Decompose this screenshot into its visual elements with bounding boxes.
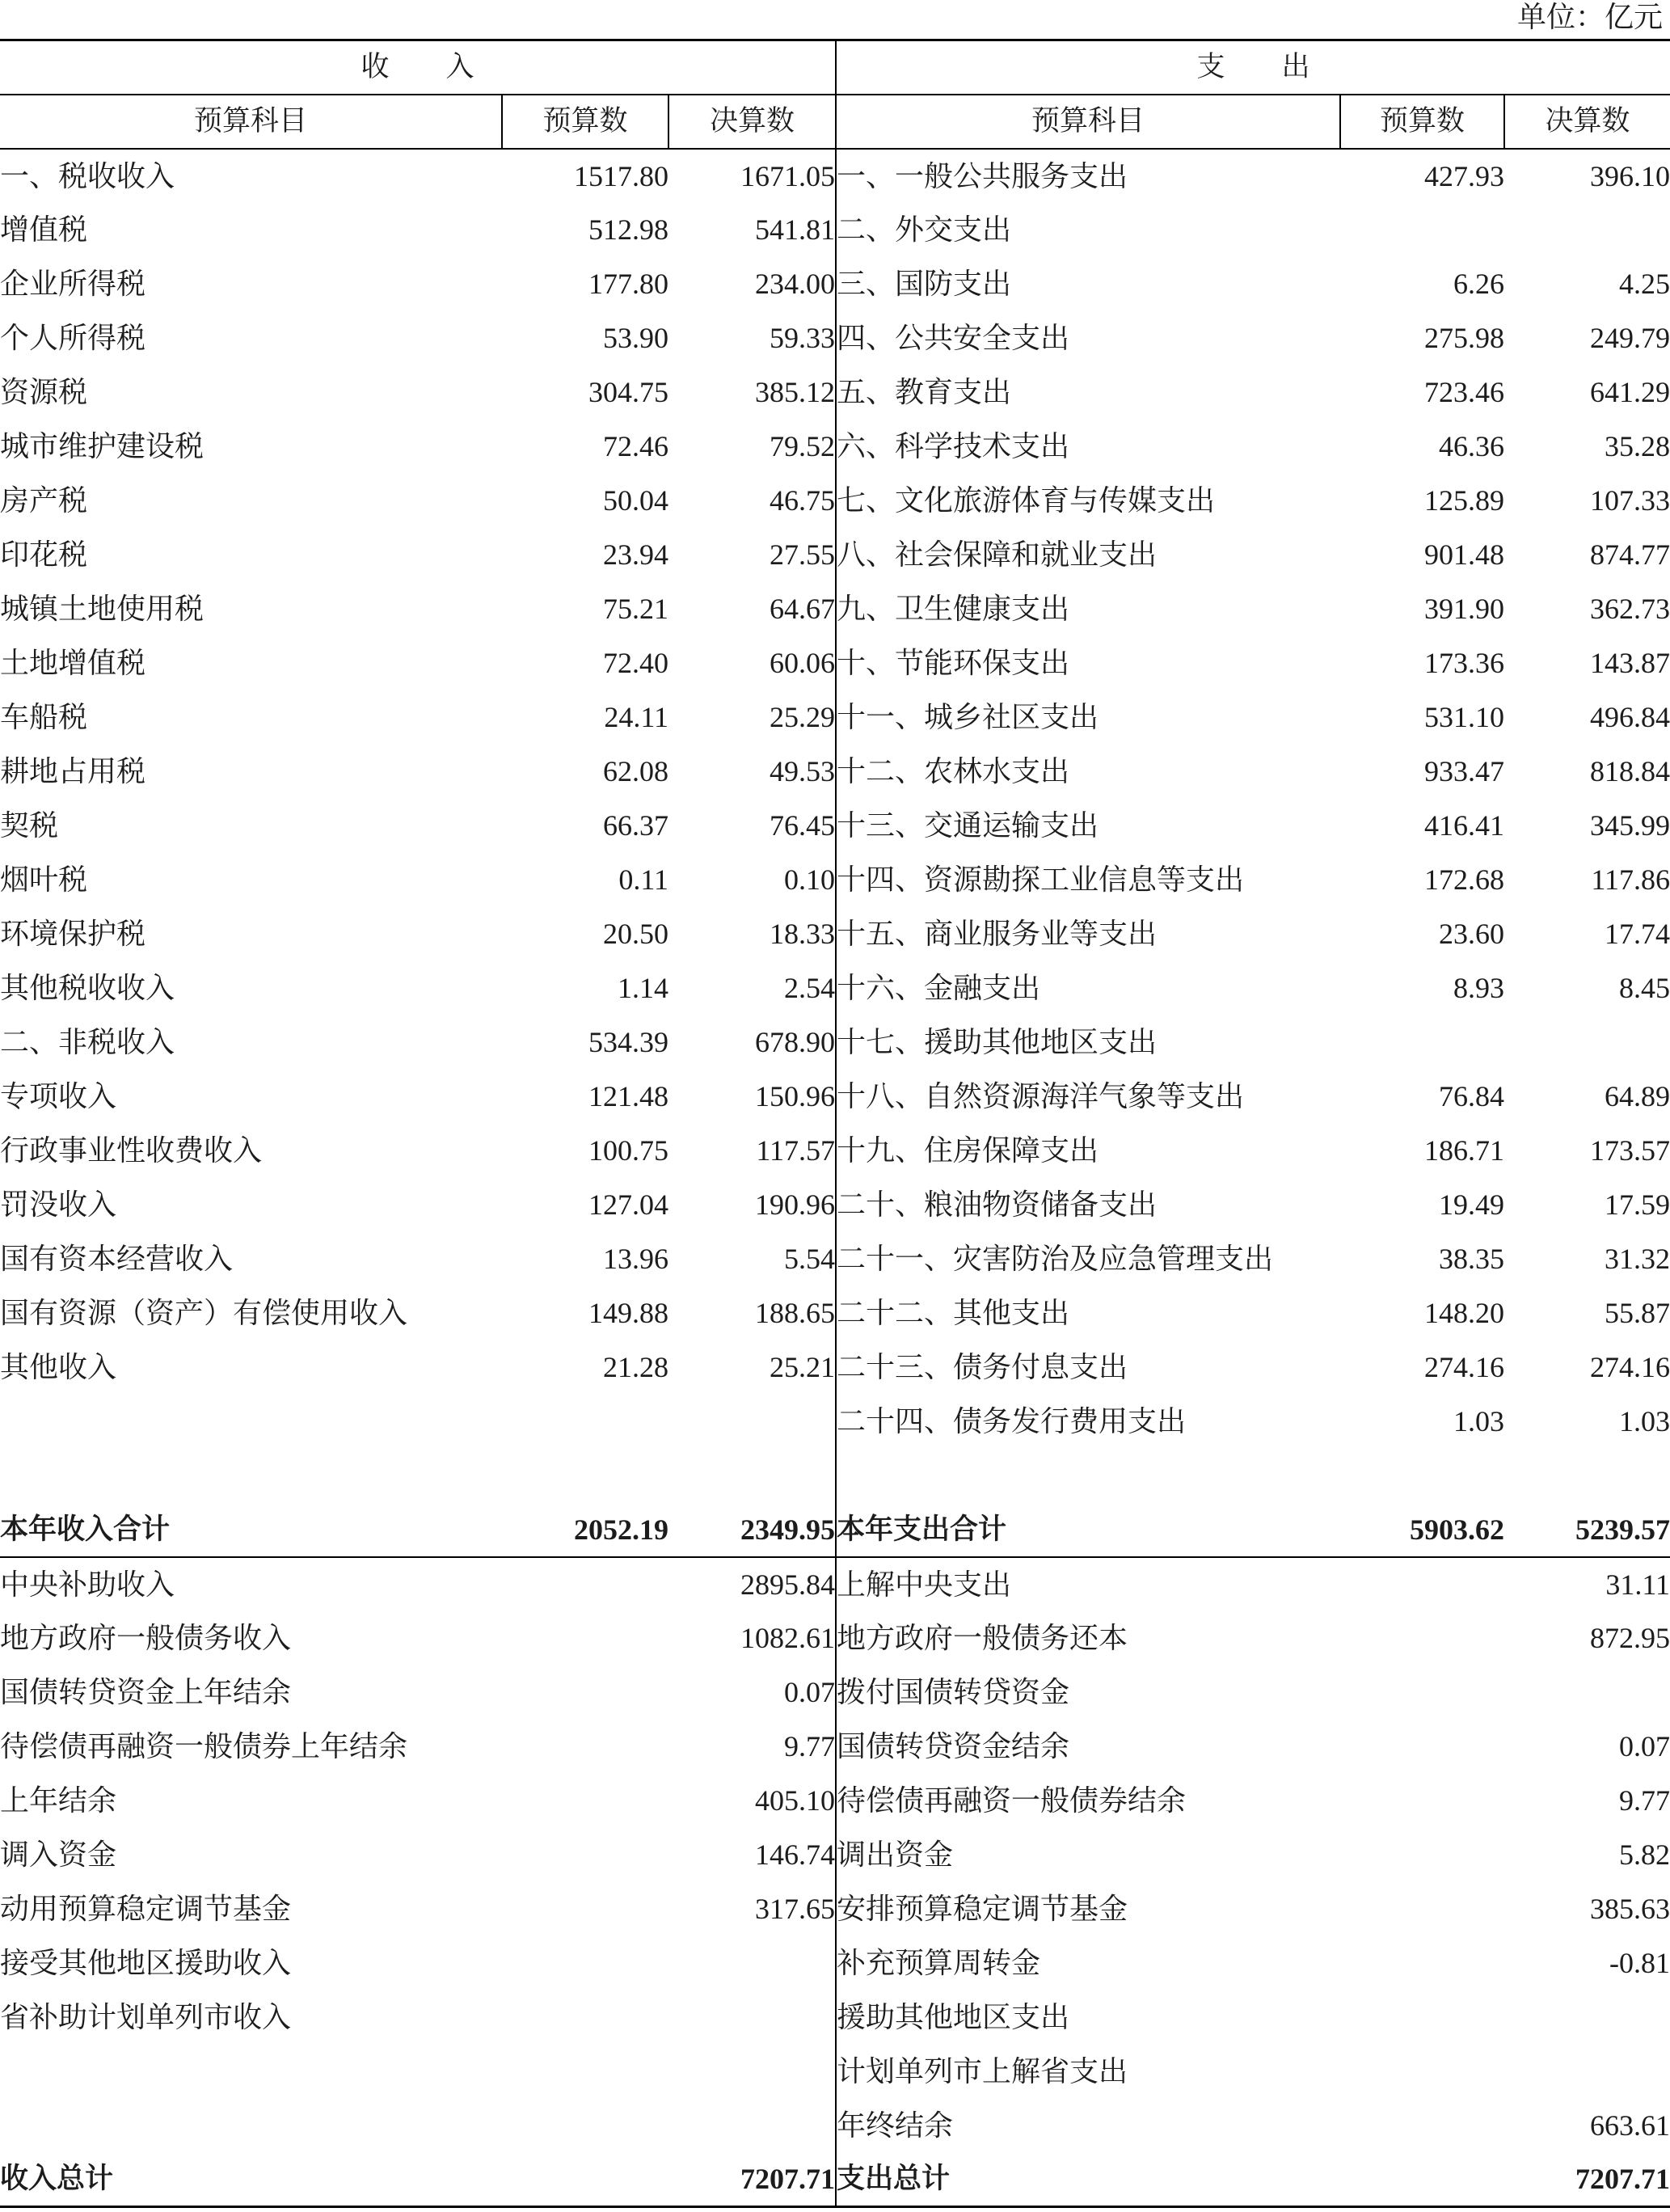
income-budget-value: 534.39 [588, 1026, 668, 1058]
table-row [0, 853, 1670, 907]
expenditure-final-value: 35.28 [1605, 430, 1670, 462]
income-item: 增值税 [0, 213, 88, 246]
expenditure-final-column-header: 决算数 [1504, 95, 1670, 149]
expenditure-final-value: 173.57 [1590, 1134, 1670, 1167]
expenditure-item: 二十、粮油物资储备支出 [837, 1188, 1158, 1221]
expenditure-spacer [836, 1449, 1670, 1503]
expenditure-item: 十八、自然资源海洋气象等支出 [837, 1080, 1245, 1112]
expenditure-budget-value: 274.16 [1424, 1351, 1505, 1383]
column-header-row [0, 95, 1670, 149]
income-final-value: 2.54 [668, 961, 836, 1015]
expenditure-subtotal-label: 本年支出合计 [836, 1503, 1340, 1557]
expenditure-final-value: 17.59 [1605, 1188, 1670, 1221]
income-item: 其他税收收入 [0, 972, 175, 1004]
income-budget-value: 149.88 [588, 1297, 668, 1329]
table-row [0, 582, 1670, 636]
expenditure-budget-value: 76.84 [1439, 1080, 1505, 1112]
income-spacer [0, 1449, 836, 1503]
income-final-value: 190.96 [668, 1178, 836, 1232]
income-item: 烟叶税 [0, 863, 88, 896]
income-final-value: 188.65 [668, 1286, 836, 1340]
income-transfer-item [0, 2099, 502, 2153]
table-row [0, 257, 1670, 311]
income-budget-value: 20.50 [603, 918, 668, 950]
expenditure-transfer-item: 安排预算稳定调节基金 [837, 1893, 1128, 1925]
income-item: 耕地占用税 [0, 755, 146, 787]
expenditure-item: 五、教育支出 [837, 376, 1012, 408]
expenditure-budget-value [1340, 203, 1504, 257]
income-transfer-item: 省补助计划单列市收入 [0, 2001, 292, 2033]
income-transfer-item: 国债转贷资金上年结余 [0, 1676, 292, 1708]
expenditure-item: 十、节能环保支出 [837, 647, 1070, 679]
expenditure-budget-value: 148.20 [1424, 1297, 1505, 1329]
table-row [0, 1828, 1670, 1882]
income-budget-value: 72.40 [603, 647, 668, 679]
income-budget-value: 23.94 [603, 538, 668, 571]
income-subtotal-final: 2349.95 [668, 1503, 836, 1557]
income-budget-value: 100.75 [588, 1134, 668, 1167]
expenditure-budget-value: 933.47 [1424, 755, 1505, 787]
income-transfer-final: 1082.61 [668, 1611, 836, 1665]
spacer-row [0, 1449, 1670, 1503]
expenditure-transfer-final: -0.81 [1609, 1947, 1670, 1979]
expenditure-budget-value: 46.36 [1439, 430, 1505, 462]
table-row [0, 1232, 1670, 1286]
expenditure-transfer-item: 地方政府一般债务还本 [837, 1622, 1128, 1654]
expenditure-transfer-budget [1340, 1557, 1504, 1611]
income-transfer-item: 接受其他地区援助收入 [0, 1947, 292, 1979]
income-final-value: 76.45 [668, 799, 836, 853]
expenditure-budget-value: 901.48 [1424, 538, 1505, 571]
income-total-budget [502, 2153, 668, 2207]
expenditure-item: 十二、农林水支出 [837, 755, 1070, 787]
income-final-value: 1671.05 [668, 149, 836, 203]
income-final-value: 117.57 [668, 1124, 836, 1178]
expenditure-budget-value: 23.60 [1439, 918, 1505, 950]
income-budget-value: 512.98 [588, 213, 668, 246]
expenditure-final-value: 396.10 [1590, 159, 1670, 192]
income-item: 城镇土地使用税 [0, 593, 205, 625]
expenditure-subtotal-budget: 5903.62 [1340, 1503, 1504, 1557]
expenditure-final-value: 1.03 [1619, 1405, 1670, 1437]
income-transfer-budget [502, 1774, 668, 1828]
expenditure-budget-value: 8.93 [1453, 972, 1505, 1004]
income-item: 罚没收入 [0, 1188, 117, 1221]
income-final-value: 0.10 [668, 853, 836, 907]
income-transfer-final [668, 2099, 836, 2153]
expenditure-budget-value: 6.26 [1453, 268, 1505, 300]
expenditure-transfer-item: 上解中央支出 [837, 1568, 1012, 1601]
income-final-value: 18.33 [668, 907, 836, 961]
income-final-value: 541.81 [668, 203, 836, 257]
expenditure-transfer-final: 872.95 [1590, 1622, 1670, 1654]
income-final-value: 5.54 [668, 1232, 836, 1286]
expenditure-item: 八、社会保障和就业支出 [837, 538, 1158, 571]
expenditure-final-value [1504, 1015, 1670, 1070]
table-row [0, 474, 1670, 528]
income-item: 一、税收收入 [0, 159, 175, 192]
expenditure-item: 二十一、灾害防治及应急管理支出 [837, 1243, 1274, 1275]
income-transfer-item: 上年结余 [0, 1784, 117, 1817]
income-transfer-budget [502, 1611, 668, 1665]
income-budget-column-header: 预算数 [502, 95, 668, 149]
income-item: 其他收入 [0, 1351, 117, 1383]
income-budget-value: 50.04 [603, 484, 668, 517]
expenditure-item: 十七、援助其他地区支出 [837, 1026, 1158, 1058]
income-budget-value: 53.90 [603, 322, 668, 354]
income-final-value: 385.12 [668, 365, 836, 420]
table-row [0, 961, 1670, 1015]
income-transfer-item: 调入资金 [0, 1838, 117, 1871]
income-final-value: 46.75 [668, 474, 836, 528]
table-row [0, 1936, 1670, 1990]
income-item: 行政事业性收费收入 [0, 1134, 263, 1167]
table-row [0, 1720, 1670, 1774]
income-transfer-final: 146.74 [668, 1828, 836, 1882]
table-row [0, 2099, 1670, 2153]
table-row [0, 636, 1670, 690]
income-item: 环境保护税 [0, 918, 146, 950]
expenditure-item: 一、一般公共服务支出 [837, 159, 1128, 192]
expenditure-item: 十五、商业服务业等支出 [837, 918, 1158, 950]
income-budget-value: 177.80 [588, 268, 668, 300]
expenditure-budget-value: 391.90 [1424, 593, 1505, 625]
income-transfer-item: 待偿债再融资一般债券上年结余 [0, 1730, 408, 1762]
expenditure-transfer-budget [1340, 1828, 1504, 1882]
income-item-column-header: 预算科目 [0, 95, 502, 149]
income-budget-value: 66.37 [603, 809, 668, 842]
expenditure-final-value: 117.86 [1591, 863, 1670, 896]
table-row [0, 745, 1670, 799]
income-budget-value: 21.28 [603, 1351, 668, 1383]
expenditure-budget-value: 416.41 [1424, 809, 1505, 842]
expenditure-transfer-item: 年终结余 [837, 2109, 954, 2142]
income-item: 国有资本经营收入 [0, 1243, 234, 1275]
expenditure-item: 十三、交通运输支出 [837, 809, 1099, 842]
expenditure-transfer-item: 拨付国债转贷资金 [837, 1676, 1070, 1708]
table-row [0, 1124, 1670, 1178]
income-transfer-budget [502, 1990, 668, 2045]
income-transfer-final [668, 2045, 836, 2099]
table-row [0, 528, 1670, 582]
expenditure-budget-value: 38.35 [1439, 1243, 1505, 1275]
expenditure-item: 四、公共安全支出 [837, 322, 1070, 354]
expenditure-transfer-final [1504, 2045, 1670, 2099]
expenditure-final-value: 496.84 [1590, 701, 1670, 733]
table-row [0, 1015, 1670, 1070]
income-budget-value: 62.08 [603, 755, 668, 787]
income-final-value: 64.67 [668, 582, 836, 636]
table-row [0, 1990, 1670, 2045]
expenditure-budget-value: 172.68 [1424, 863, 1505, 896]
income-item: 二、非税收入 [0, 1026, 175, 1058]
income-final-value: 79.52 [668, 420, 836, 474]
expenditure-transfer-item: 援助其他地区支出 [837, 2001, 1070, 2033]
expenditure-transfer-final [1504, 1990, 1670, 2045]
income-item: 土地增值税 [0, 647, 146, 679]
expenditure-budget-value: 186.71 [1424, 1134, 1505, 1167]
income-item: 国有资源（资产）有偿使用收入 [0, 1297, 408, 1329]
income-budget-value: 75.21 [603, 593, 668, 625]
income-budget-value: 13.96 [603, 1243, 668, 1275]
expenditure-item: 二、外交支出 [837, 213, 1012, 246]
table-row [0, 1395, 1670, 1449]
income-transfer-item: 动用预算稳定调节基金 [0, 1893, 292, 1925]
income-subtotal-label: 本年收入合计 [0, 1503, 502, 1557]
expenditure-transfer-budget [1340, 1990, 1504, 2045]
expenditure-transfer-budget [1340, 2045, 1504, 2099]
expenditure-item: 二十四、债务发行费用支出 [837, 1405, 1187, 1437]
expenditure-item: 十九、住房保障支出 [837, 1134, 1099, 1167]
table-row [0, 690, 1670, 745]
income-final-column-header: 决算数 [668, 95, 836, 149]
expenditure-budget-value: 1.03 [1453, 1405, 1505, 1437]
income-transfer-budget [502, 1557, 668, 1611]
income-budget-value: 127.04 [588, 1188, 668, 1221]
income-transfer-budget [502, 1720, 668, 1774]
table-row [0, 907, 1670, 961]
expenditure-final-value: 641.29 [1590, 376, 1670, 408]
expenditure-final-value: 874.77 [1590, 538, 1670, 571]
expenditure-transfer-budget [1340, 1882, 1504, 1936]
expenditure-item: 十四、资源勘探工业信息等支出 [837, 863, 1245, 896]
income-final-value: 150.96 [668, 1070, 836, 1124]
income-transfer-item [0, 2045, 502, 2099]
table-row [0, 1070, 1670, 1124]
budget-table [0, 39, 1670, 2208]
income-item: 房产税 [0, 484, 88, 517]
expenditure-transfer-budget [1340, 1774, 1504, 1828]
expenditure-total-budget [1340, 2153, 1504, 2207]
income-transfer-budget [502, 1665, 668, 1720]
expenditure-transfer-final [1504, 1665, 1670, 1720]
income-final-value: 49.53 [668, 745, 836, 799]
income-budget-value: 24.11 [604, 701, 668, 733]
income-transfer-final: 0.07 [668, 1665, 836, 1720]
income-transfer-budget [502, 1828, 668, 1882]
expenditure-section-header: 支 出 [836, 40, 1670, 95]
expenditure-item: 六、科学技术支出 [837, 430, 1070, 462]
table-row [0, 1774, 1670, 1828]
income-transfer-final: 405.10 [668, 1774, 836, 1828]
expenditure-transfer-budget [1340, 1720, 1504, 1774]
table-row [0, 420, 1670, 474]
expenditure-transfer-item: 国债转贷资金结余 [837, 1730, 1070, 1762]
expenditure-transfer-budget [1340, 1611, 1504, 1665]
expenditure-transfer-final: 9.77 [1619, 1784, 1670, 1817]
table-row [0, 1178, 1670, 1232]
income-item: 个人所得税 [0, 322, 146, 354]
table-row [0, 149, 1670, 203]
income-item: 车船税 [0, 701, 88, 733]
expenditure-item: 九、卫生健康支出 [837, 593, 1070, 625]
expenditure-item: 二十二、其他支出 [837, 1297, 1070, 1329]
expenditure-transfer-final: 663.61 [1590, 2109, 1670, 2142]
unit-label: 单位：亿元 [1516, 1, 1663, 33]
expenditure-budget-value: 531.10 [1424, 701, 1505, 733]
income-transfer-budget [502, 2099, 668, 2153]
expenditure-final-value [1504, 203, 1670, 257]
expenditure-transfer-budget [1340, 1936, 1504, 1990]
table-row [0, 365, 1670, 420]
expenditure-final-value: 17.74 [1605, 918, 1670, 950]
income-transfer-budget [502, 2045, 668, 2099]
income-transfer-final: 2895.84 [668, 1557, 836, 1611]
income-transfer-final: 9.77 [668, 1720, 836, 1774]
expenditure-final-value: 55.87 [1605, 1297, 1670, 1329]
expenditure-transfer-item: 调出资金 [837, 1838, 954, 1871]
expenditure-final-value: 107.33 [1590, 484, 1670, 517]
expenditure-budget-value: 173.36 [1424, 647, 1505, 679]
table-row [0, 2045, 1670, 2099]
income-item: 企业所得税 [0, 268, 146, 300]
income-item: 城市维护建设税 [0, 430, 205, 462]
expenditure-budget-value [1340, 1015, 1504, 1070]
expenditure-transfer-item: 计划单列市上解省支出 [837, 2055, 1128, 2087]
income-transfer-item: 地方政府一般债务收入 [0, 1622, 292, 1654]
income-final-value: 234.00 [668, 257, 836, 311]
income-transfer-final [668, 1990, 836, 2045]
income-transfer-final: 317.65 [668, 1882, 836, 1936]
grand-total-row [0, 2153, 1670, 2207]
income-section-header: 收 入 [0, 40, 836, 95]
table-row [0, 1665, 1670, 1720]
income-final-value: 25.21 [668, 1340, 836, 1395]
expenditure-transfer-budget [1340, 2099, 1504, 2153]
expenditure-transfer-budget [1340, 1665, 1504, 1720]
expenditure-final-value: 345.99 [1590, 809, 1670, 842]
income-transfer-final [668, 1936, 836, 1990]
income-total-label: 收入总计 [0, 2153, 502, 2207]
expenditure-transfer-final: 31.11 [1605, 1568, 1670, 1601]
income-budget-value [502, 1395, 668, 1449]
expenditure-transfer-item: 待偿债再融资一般债券结余 [837, 1784, 1187, 1817]
expenditure-final-value: 249.79 [1590, 322, 1670, 354]
income-transfer-budget [502, 1936, 668, 1990]
table-row [0, 1340, 1670, 1395]
income-budget-value: 0.11 [618, 863, 668, 896]
expenditure-item: 七、文化旅游体育与传媒支出 [837, 484, 1216, 517]
expenditure-final-value: 362.73 [1590, 593, 1670, 625]
expenditure-total-label: 支出总计 [836, 2153, 1340, 2207]
subtotal-row [0, 1503, 1670, 1557]
table-row [0, 203, 1670, 257]
expenditure-item: 三、国防支出 [837, 268, 1012, 300]
income-budget-value: 72.46 [603, 430, 668, 462]
expenditure-subtotal-final: 5239.57 [1504, 1503, 1670, 1557]
expenditure-final-value: 64.89 [1605, 1080, 1670, 1112]
expenditure-transfer-final: 0.07 [1619, 1730, 1670, 1762]
income-final-value: 60.06 [668, 636, 836, 690]
income-item: 契税 [0, 809, 59, 842]
table-row [0, 311, 1670, 365]
table-row [0, 1882, 1670, 1936]
expenditure-budget-value: 427.93 [1424, 159, 1505, 192]
table-row [0, 1286, 1670, 1340]
expenditure-transfer-final: 5.82 [1619, 1838, 1670, 1871]
income-item: 资源税 [0, 376, 88, 408]
expenditure-final-value: 8.45 [1619, 972, 1670, 1004]
expenditure-item: 二十三、债务付息支出 [837, 1351, 1128, 1383]
income-item: 印花税 [0, 538, 88, 571]
expenditure-budget-value: 125.89 [1424, 484, 1505, 517]
expenditure-item: 十六、金融支出 [837, 972, 1041, 1004]
expenditure-final-value: 31.32 [1605, 1243, 1670, 1275]
table-row [0, 1557, 1670, 1611]
section-header-row [0, 40, 1670, 95]
expenditure-budget-column-header: 预算数 [1340, 95, 1504, 149]
income-item: 专项收入 [0, 1080, 117, 1112]
expenditure-total-final: 7207.71 [1504, 2153, 1670, 2207]
expenditure-final-value: 143.87 [1590, 647, 1670, 679]
income-budget-value: 1517.80 [574, 159, 668, 192]
expenditure-budget-value: 19.49 [1439, 1188, 1505, 1221]
expenditure-transfer-item: 补充预算周转金 [837, 1947, 1041, 1979]
income-total-final: 7207.71 [668, 2153, 836, 2207]
income-final-value: 59.33 [668, 311, 836, 365]
expenditure-budget-value: 275.98 [1424, 322, 1505, 354]
income-transfer-budget [502, 1882, 668, 1936]
expenditure-budget-value: 723.46 [1424, 376, 1505, 408]
income-transfer-item: 中央补助收入 [0, 1568, 175, 1601]
expenditure-item: 十一、城乡社区支出 [837, 701, 1099, 733]
income-budget-value: 304.75 [588, 376, 668, 408]
expenditure-transfer-final: 385.63 [1590, 1893, 1670, 1925]
income-budget-value: 1.14 [618, 972, 668, 1004]
expenditure-final-value: 274.16 [1590, 1351, 1670, 1383]
income-item [0, 1395, 502, 1449]
income-final-value: 25.29 [668, 690, 836, 745]
expenditure-final-value: 818.84 [1590, 755, 1670, 787]
income-final-value: 27.55 [668, 528, 836, 582]
table-row [0, 799, 1670, 853]
expenditure-final-value: 4.25 [1619, 268, 1670, 300]
income-budget-value: 121.48 [588, 1080, 668, 1112]
income-final-value [668, 1395, 836, 1449]
income-final-value: 678.90 [668, 1015, 836, 1070]
expenditure-item-column-header: 预算科目 [836, 95, 1340, 149]
table-row [0, 1611, 1670, 1665]
income-subtotal-budget: 2052.19 [502, 1503, 668, 1557]
